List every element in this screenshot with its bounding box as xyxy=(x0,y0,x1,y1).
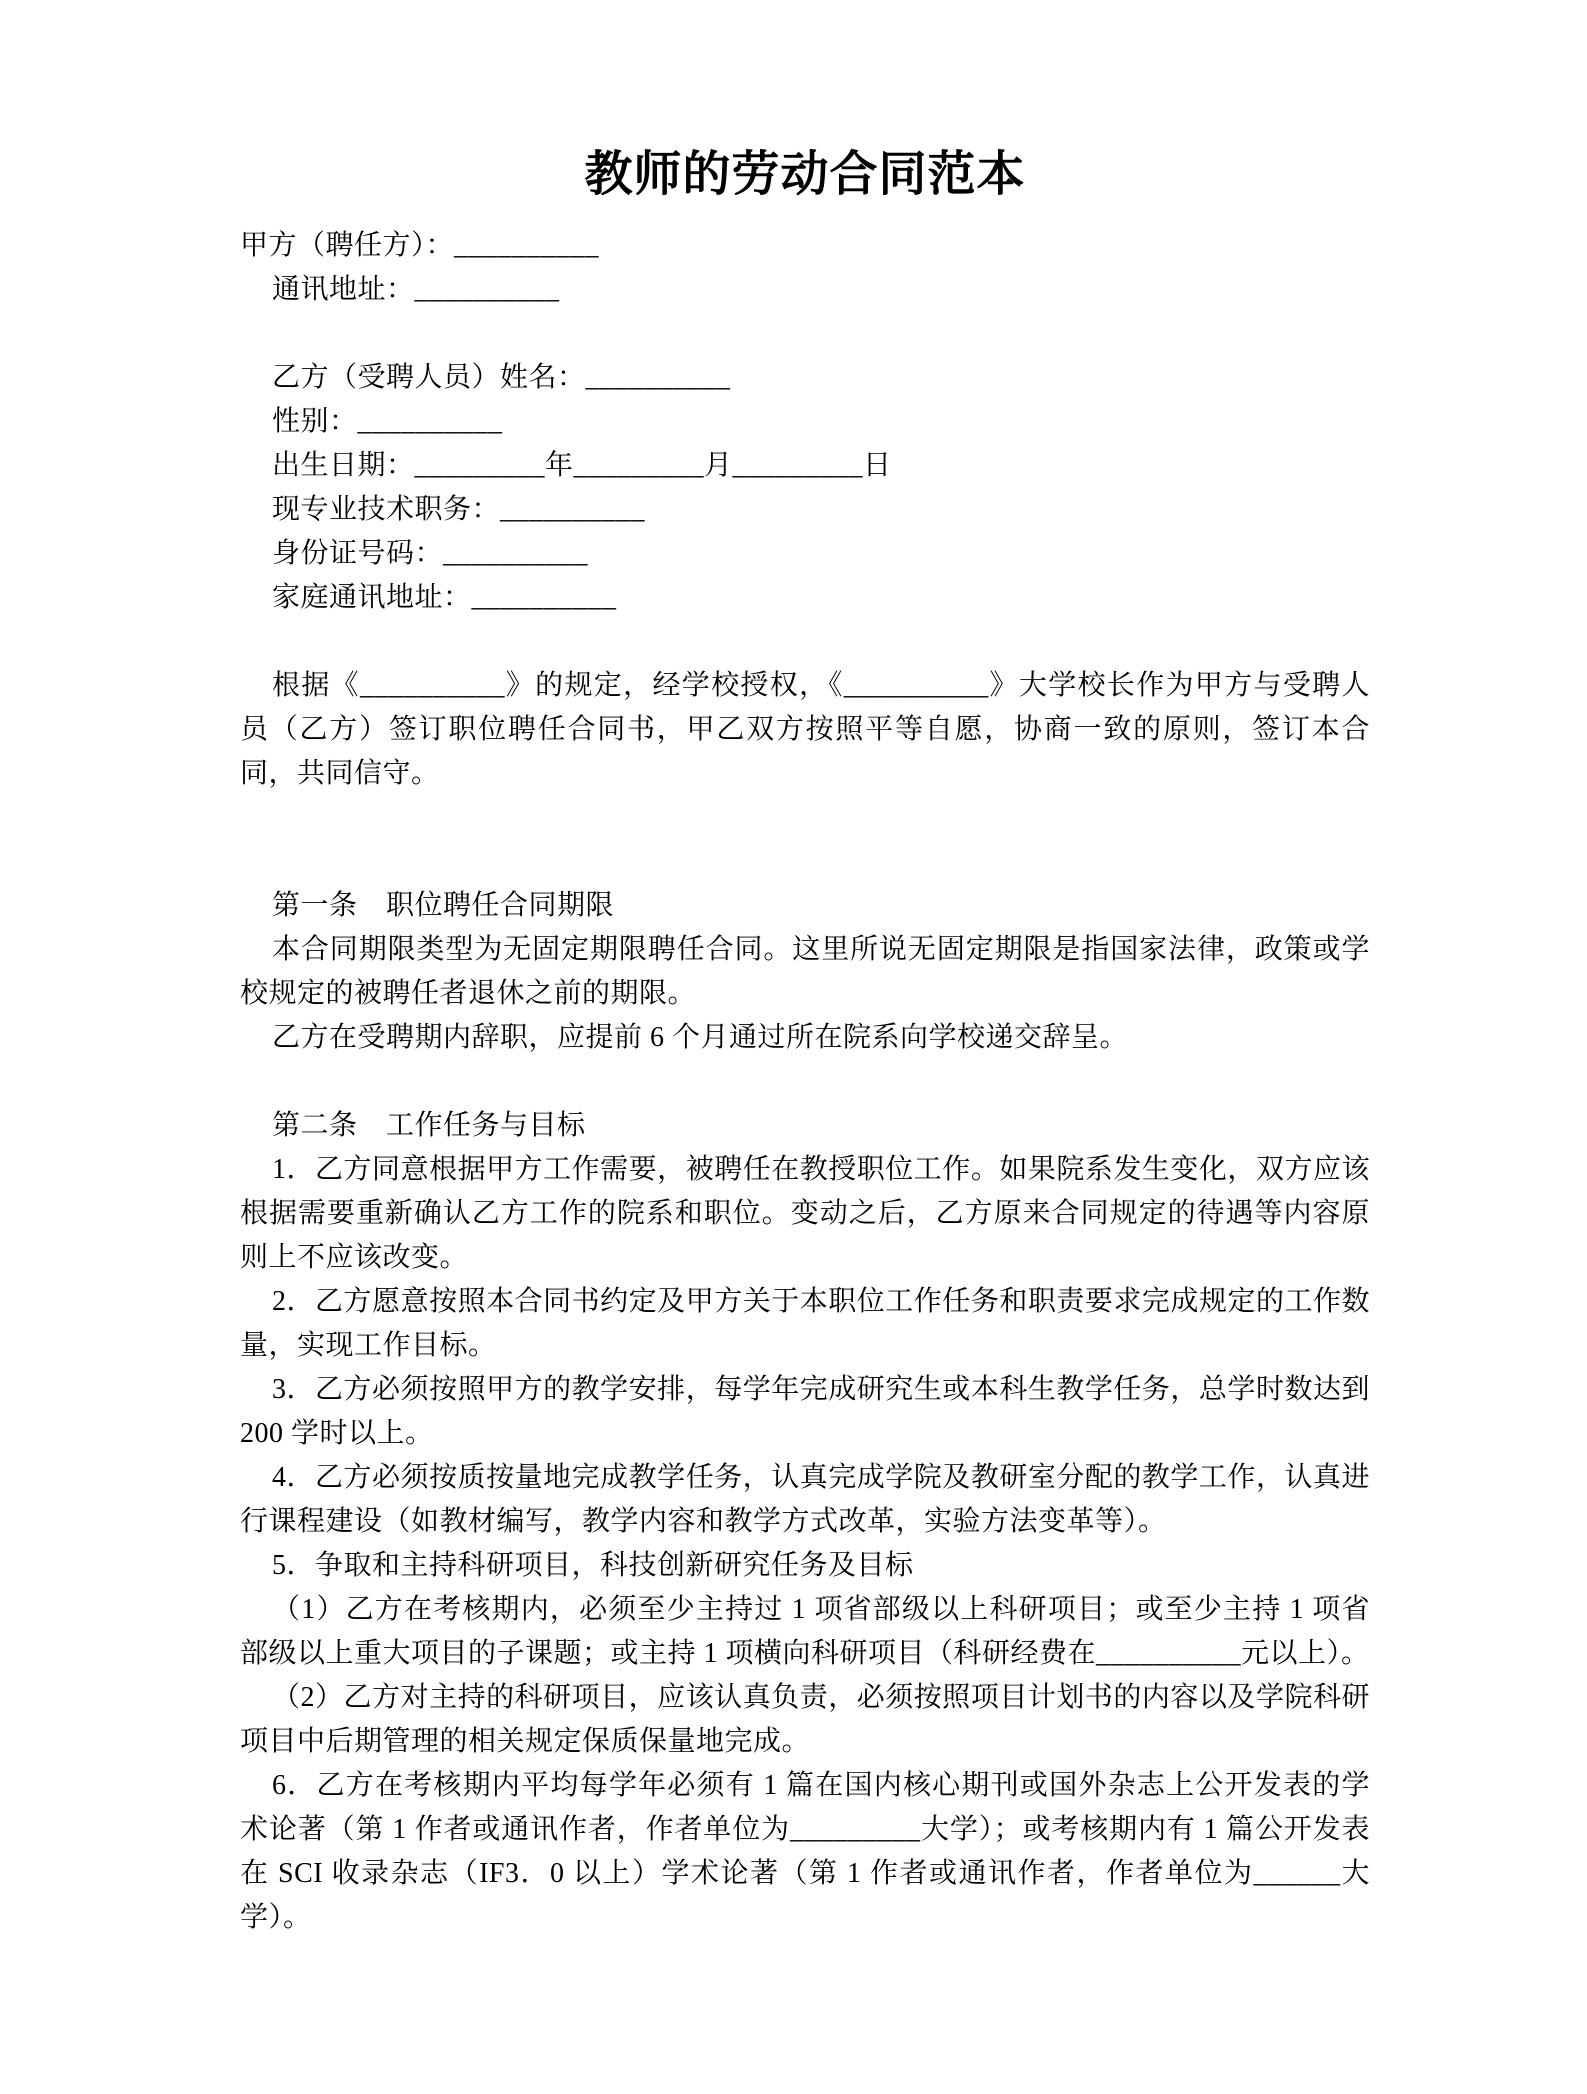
document-title: 教师的劳动合同范本 xyxy=(584,148,1026,201)
article1-resign-paragraph: 乙方在受聘期内辞职，应提前 6 个月通过所在院系向学校递交辞呈。 xyxy=(272,1022,1129,1053)
preamble-paragraph: 根据《__________》的规定，经学校授权，《__________》大学校长作为甲方与受聘人员（乙方）签订职位聘任合同书，甲乙双方按照平等自愿，协商一致的原则，签订本合同，共同信守。 xyxy=(240,670,1370,789)
form-line-party-a: 甲方（聘任方）：__________ xyxy=(240,230,600,261)
article2-item-5: 5．争取和主持科研项目，科技创新研究任务及目标 xyxy=(272,1550,914,1581)
article2-item-3: 3．乙方必须按照甲方的教学安排，每学年完成研究生或本科生教学任务，总学时数达到 200 学时以上。 xyxy=(240,1374,1370,1449)
form-line-home-address: 家庭通讯地址：__________ xyxy=(272,582,617,613)
article2-item-5-sub-2: （2）乙方对主持的科研项目，应该认真负责，必须按照项目计划书的内容以及学院科研项目中后期管理的相关规定保质保量地完成。 xyxy=(240,1682,1370,1757)
form-line-id-number: 身份证号码：__________ xyxy=(272,538,589,569)
article2-item-1: 1．乙方同意根据甲方工作需要，被聘任在教授职位工作。如果院系发生变化，双方应该根据需要重新确认乙方工作的院系和职位。变动之后，乙方原来合同规定的待遇等内容原则上不应该改变。 xyxy=(240,1154,1370,1273)
article1-term-paragraph: 本合同期限类型为无固定期限聘任合同。这里所说无固定期限是指国家法律，政策或学校规定的被聘任者退休之前的期限。 xyxy=(240,934,1370,1009)
article2-heading: 第二条 工作任务与目标 xyxy=(272,1110,586,1141)
document-content xyxy=(240,0,1370,1940)
article2-item-4: 4．乙方必须按质按量地完成教学任务，认真完成学院及教研室分配的教学工作，认真进行课程建设（如教材编写，教学内容和教学方式改革，实验方法变革等）。 xyxy=(240,1462,1370,1537)
form-line-party-b-name: 乙方（受聘人员）姓名：__________ xyxy=(272,362,731,393)
form-line-gender: 性别：__________ xyxy=(272,406,503,437)
form-line-birth-date: 出生日期：_________年_________月_________日 xyxy=(272,450,892,481)
article1-heading: 第一条 职位聘任合同期限 xyxy=(272,890,615,921)
article2-item-5-sub-1: （1）乙方在考核期内，必须至少主持过 1 项省部级以上科研项目；或至少主持 1 项省部级以上重大项目的子课题；或主持 1 项横向科研项目（科研经费在__________元以上）。 xyxy=(240,1594,1370,1669)
article2-item-6: 6．乙方在考核期内平均每学年必须有 1 篇在国内核心期刊或国外杂志上公开发表的学术论著（第 1 作者或通讯作者，作者单位为_________大学）；或考核期内有 1 篇公开发表在 SCI 收录杂志（IF3．0 以上）学术论著（第 1 作者或通讯作者，作者单位为______大学）。 xyxy=(240,1770,1370,1933)
article2-item-2: 2．乙方愿意按照本合同书约定及甲方关于本职位工作任务和职责要求完成规定的工作数量，实现工作目标。 xyxy=(240,1286,1370,1361)
form-line-current-title: 现专业技术职务：__________ xyxy=(272,494,646,525)
form-line-party-a-address: 通讯地址：__________ xyxy=(272,274,560,305)
